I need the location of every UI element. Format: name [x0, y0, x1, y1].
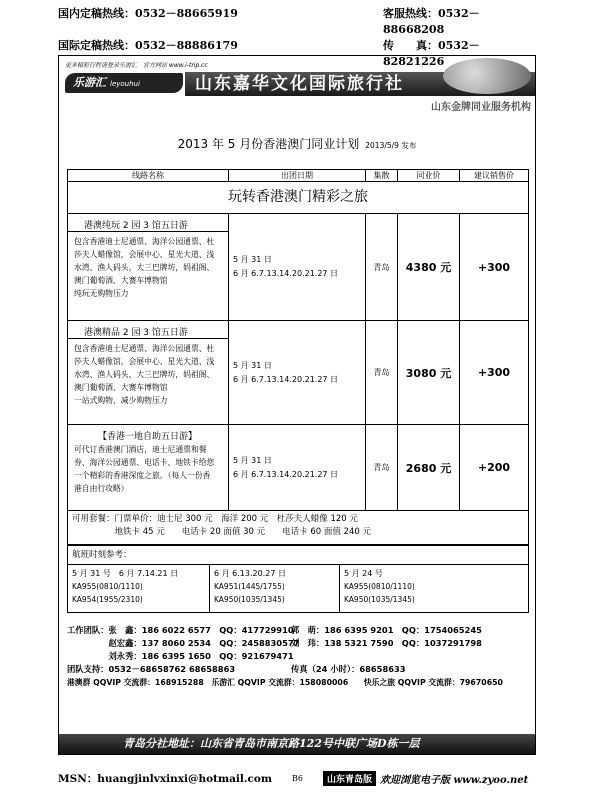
row-rec-price: +300: [459, 214, 529, 321]
contact: 刘 玮：138 5321 7590 QQ：1037291798: [291, 638, 482, 648]
row-rec-price: +300: [459, 321, 529, 425]
dates-text: 5 月 31 日 6 月 6.7.13.14.20.21.27 日: [233, 255, 339, 278]
publish-date: 2013/5/9 发布: [365, 141, 417, 150]
decorative-bubble-icon: [443, 58, 531, 94]
contact: 工作团队：张 鑫：186 6022 6577 QQ：417729910: [67, 625, 294, 635]
flight-col: [68, 565, 210, 612]
branch-address: 青岛分社地址：山东省青岛市南京路122号中联广场D栋一层: [59, 734, 535, 754]
intl-hotline: 国际定稿热线：0532－88886179: [58, 39, 238, 52]
company-name: 山东嘉华文化国际旅行社: [185, 72, 535, 96]
flight-line: KA950(1035/1345): [344, 595, 415, 604]
extras-line-1: 可用套餐：门票单价：迪士尼 300 元 海洋 200 元 杜莎夫人蜡像 120 元: [72, 514, 358, 524]
document-frame: [58, 55, 536, 755]
flight-col: [210, 565, 340, 612]
table-row: [67, 214, 229, 321]
header-city: 集散: [365, 169, 398, 182]
row-dates: [228, 321, 366, 425]
package-extras: [67, 511, 529, 545]
msn-contact: MSN：huangjinlvxinxi@hotmail.com: [58, 773, 273, 785]
dates-text: 5 月 31 日 6 月 6.7.13.14.20.21.27 日: [233, 360, 339, 384]
flight-col: [340, 565, 528, 612]
header-rec-price: 建议销售价: [459, 169, 529, 182]
route-desc: 包含香港迪士尼通票、海洋公园通票、杜 莎夫人蜡像馆，会展中心、星光大道、浅 水湾、渔人码头，大三巴牌坊，妈祖阁、 澳门葡萄酒、大赛车博物馆 纯玩无购物压力: [74, 237, 215, 298]
flight-line: KA954(1955/2310): [72, 595, 143, 604]
header-date: 出团日期: [228, 169, 366, 182]
team-support: 团队支持：0532－68658762 68658863: [67, 664, 236, 674]
logo-en-text: leyouhui: [110, 80, 140, 88]
contact: 郭 萌：186 6395 9201 QQ：1754065245: [291, 625, 482, 635]
logo-text: 乐游汇: [73, 76, 106, 89]
table-row: [67, 425, 229, 511]
row-price: 4380 元: [397, 214, 460, 321]
row-city: 青岛: [365, 321, 398, 425]
slogan: 更多精彩行程请登录乐游汇 官方网站 www.i-trip.cc: [65, 62, 208, 69]
page-number: B6: [292, 774, 304, 783]
route-name: 港澳精品 2 园 3 馆五日游: [68, 321, 228, 339]
route-desc: 可代订香港澳门酒店，迪士尼通票和餐 券、海洋公园通票、电话卡、地铁卡给您 一个精彩的香港深度之旅。（每人一份香 港自由行攻略）: [74, 445, 215, 493]
fax-number: 传 真：0532－82821226: [383, 39, 480, 68]
table-row: [67, 321, 229, 425]
route-desc: 包含香港迪士尼通票、海洋公园通票、杜 莎夫人蜡像馆，会展中心、星光大道、浅 水湾、渔人码头，大三巴牌坊，妈祖阁、 澳门葡萄酒、大赛车博物馆 一站式购物，减少购物压力: [74, 344, 215, 405]
edition-badge: 山东青岛版: [323, 771, 376, 786]
flight-dates: 6 月 6.13.20.27 日: [214, 569, 286, 578]
brand-logo: [65, 73, 183, 93]
flight-line: KA950(1035/1345): [214, 595, 285, 604]
extras-line-2: 地铁卡 45 元 电话卡 20 面值 30 元 电话卡 60 面值 240 元: [72, 527, 372, 537]
plan-title-text: 2013 年 5 月份香港澳门同业计划: [177, 137, 360, 151]
section-title: 玩转香港澳门精彩之旅: [67, 182, 529, 214]
welcome-text: 欢迎浏览电子版 www.zyoo.net: [380, 775, 529, 786]
flights-title: 航班时刻参考：: [67, 545, 529, 565]
flight-line: KA955(0810/1110): [72, 582, 143, 591]
work-team: [67, 624, 529, 689]
row-city: 青岛: [365, 214, 398, 321]
dates-text: 5 月 31 日 6 月 6.7.13.14.20.21.27 日: [233, 455, 339, 479]
flight-line: KA951(1445/1755): [214, 582, 285, 591]
flight-dates: 5 月 24 号: [344, 569, 383, 578]
route-name: 【香港一地自助五日游】: [98, 432, 198, 442]
plan-title: [59, 135, 535, 152]
company-subtitle: 山东金牌同业服务机构: [431, 102, 531, 113]
contact: 赵宏鑫：137 8060 2534 QQ：2458830577: [67, 638, 300, 648]
company-banner: [59, 56, 535, 114]
contact: 刘永秀：186 6395 1650 QQ：921679471: [67, 651, 294, 661]
route-name: 港澳纯玩 2 园 3 馆五日游: [68, 214, 228, 232]
flight-line: KA955(0810/1110): [344, 582, 415, 591]
flight-dates: 5 月 31 号 6 月 7.14.21 日: [72, 569, 179, 578]
row-price: 3080 元: [397, 321, 460, 425]
domestic-hotline: 国内定稿热线：0532－88665919: [58, 7, 238, 20]
qq-groups: 港澳群 QQVIP 交流群：168915288 乐游汇 QQVIP 交流群：158080006 快乐之旅 QQVIP 交流群：79670650: [67, 678, 503, 687]
header-price: 同业价: [397, 169, 460, 182]
row-price: 2680 元: [397, 425, 460, 511]
fax-24h: 传真（24 小时）：68658633: [291, 664, 406, 674]
row-dates: [228, 425, 366, 511]
service-hotline: 客服热线：0532－88668208: [383, 7, 480, 36]
row-dates: [228, 214, 366, 321]
row-city: 青岛: [365, 425, 398, 511]
page-footer: [58, 771, 531, 786]
row-rec-price: +200: [459, 425, 529, 511]
header-route: 线路名称: [67, 169, 229, 182]
flights-table: [67, 565, 529, 613]
